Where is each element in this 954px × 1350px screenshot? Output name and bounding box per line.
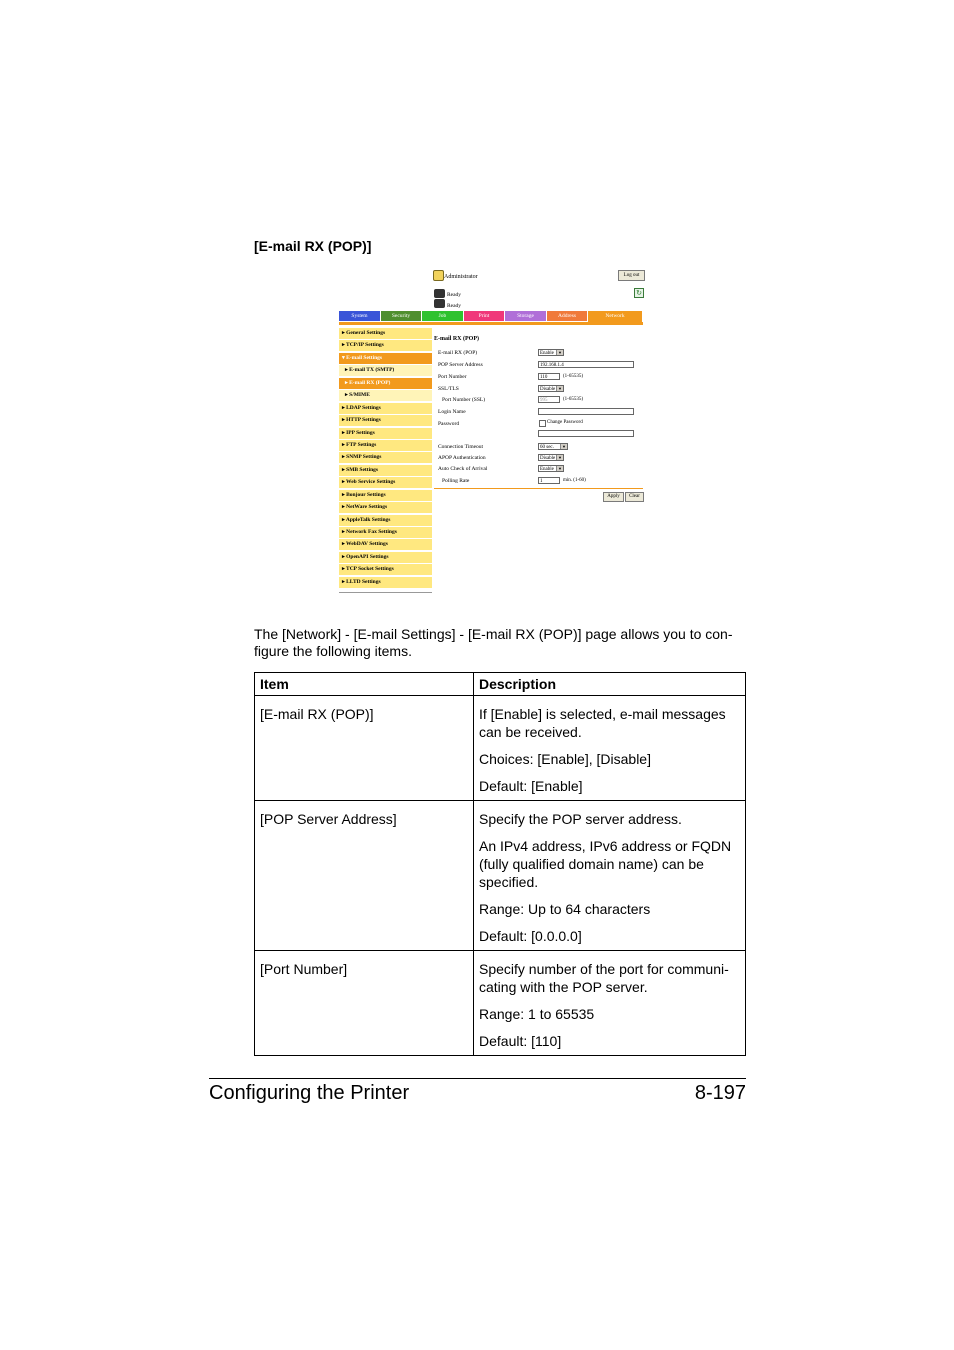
email-rx-select[interactable]: Enable ▼ [538,349,564,356]
column-header-item: Item [255,673,474,696]
description-cell [474,801,746,951]
sidebar-item-web-service-settings[interactable]: ▸ Web Service Settings [339,477,432,488]
description-cell [474,951,746,1056]
sidebar [339,328,432,589]
apop-authentication-label: APOP Authentication [438,455,486,461]
ssl-port-number-range: (1-65535) [563,397,583,402]
item-cell: [Port Number] [255,951,474,1056]
tab-system[interactable]: System [339,311,380,321]
sidebar-item-webdav-settings[interactable]: ▸ WebDAV Settings [339,539,432,550]
polling-rate-unit: min. (1-60) [563,478,586,483]
chevron-down-icon: ▼ [560,444,567,449]
sidebar-item-email-tx[interactable]: ▸ E-mail TX (SMTP) [339,365,432,376]
refresh-icon[interactable]: ↻ [634,288,644,298]
sidebar-item-general-settings[interactable]: ▸ General Settings [339,328,432,339]
printer-icon [434,289,445,298]
table-row [255,951,746,1056]
description-line: If [Enable] is selected, e-mail messages can be received. [479,706,726,740]
web-connection-screenshot [336,266,660,612]
description-line: Default: [110] [479,1033,562,1049]
form-title: E-mail RX (POP) [434,336,479,342]
login-name-input[interactable] [538,408,634,415]
sidebar-item-email-settings[interactable]: ▾ E-mail Settings [339,353,432,364]
polling-rate-label: Polling Rate [442,478,470,484]
tab-underline [339,322,643,325]
tab-network[interactable]: Network [588,311,642,322]
ssl-port-number-label: Port Number (SSL) [442,397,486,403]
description-line: Specify number of the port for communi-cating with the POP server. [479,961,729,995]
pop-server-address-label: POP Server Address [438,362,483,368]
ssl-port-number-input[interactable]: 995 [538,396,560,403]
sidebar-item-ftp-settings[interactable]: ▸ FTP Settings [339,440,432,451]
printer-status: Ready [447,292,462,298]
auto-check-select[interactable]: Enable ▼ [538,465,564,472]
page-number: 8-197 [694,1082,746,1104]
port-number-range: (1-65535) [563,374,583,379]
description-line: Range: 1 to 65535 [479,1006,595,1022]
login-name-label: Login Name [438,409,466,415]
tab-security[interactable]: Security [381,311,421,321]
form-rule [434,488,643,489]
sidebar-item-appletalk-settings[interactable]: ▸ AppleTalk Settings [339,515,432,526]
item-cell: [E-mail RX (POP)] [255,696,474,801]
chevron-down-icon: ▼ [556,466,563,471]
sidebar-item-bonjour-settings[interactable]: ▸ Bonjour Settings [339,490,432,501]
description-line: Default: [Enable] [479,778,583,794]
tab-bar [339,311,643,322]
sidebar-item-smime[interactable]: ▸ S/MIME [339,390,432,401]
chevron-down-icon: ▼ [556,350,563,355]
items-table [254,672,746,1056]
sidebar-item-netware-settings[interactable]: ▸ NetWare Settings [339,502,432,513]
table-row [255,696,746,801]
sidebar-item-tcpip-settings[interactable]: ▸ TCP/IP Settings [339,340,432,351]
description-cell [474,696,746,801]
tab-print[interactable]: Print [464,311,504,321]
tab-storage[interactable]: Storage [505,311,546,321]
item-cell: [POP Server Address] [255,801,474,951]
ssl-tls-select[interactable]: Disable ▼ [538,385,564,392]
sidebar-end-rule [339,592,432,593]
description-line: Choices: [Enable], [Disable] [479,751,651,767]
sidebar-item-openapi-settings[interactable]: ▸ OpenAPI Settings [339,552,432,563]
ssl-tls-label: SSL/TLS [438,386,459,392]
change-password-checkbox[interactable] [539,420,546,427]
password-input[interactable] [538,430,634,437]
port-number-input[interactable]: 110 [538,373,560,380]
apply-button[interactable]: Apply [603,492,624,502]
port-number-label: Port Number [438,374,467,380]
connection-timeout-select[interactable]: 60 sec. ▼ [538,443,568,450]
table-header-row [255,673,746,696]
auto-check-label: Auto Check of Arrival [438,466,488,472]
chevron-down-icon: ▼ [556,386,563,391]
sidebar-item-network-fax-settings[interactable]: ▸ Network Fax Settings [339,527,432,538]
description-line: Specify the POP server address. [479,811,682,827]
logout-button[interactable]: Log out [618,270,645,281]
pop-server-address-input[interactable]: 192.168.1.4 [538,361,634,368]
scanner-status: Ready [447,303,462,309]
change-password-label: Change Password [547,420,583,425]
scanner-icon [434,299,445,308]
polling-rate-input[interactable]: 1 [538,477,560,484]
clear-button[interactable]: Clear [625,492,644,502]
tab-job[interactable]: Job [422,311,463,321]
sidebar-item-tcp-socket-settings[interactable]: ▸ TCP Socket Settings [339,564,432,575]
chevron-down-icon: ▼ [556,455,563,460]
description-line: Range: Up to 64 characters [479,901,651,917]
password-label: Password [438,421,460,427]
sidebar-item-smb-settings[interactable]: ▸ SMB Settings [339,465,432,476]
tab-address[interactable]: Address [547,311,587,321]
sidebar-item-snmp-settings[interactable]: ▸ SNMP Settings [339,452,432,463]
footer-title: Configuring the Printer [209,1082,410,1104]
section-heading: [E-mail RX (POP)] [254,238,372,254]
sidebar-item-ipp-settings[interactable]: ▸ IPP Settings [339,428,432,439]
apop-authentication-select[interactable]: Disable ▼ [538,454,564,461]
column-header-description: Description [474,673,746,696]
administrator-icon [433,270,444,281]
email-rx-label: E-mail RX (POP) [438,350,478,356]
sidebar-item-http-settings[interactable]: ▸ HTTP Settings [339,415,432,426]
table-row [255,801,746,951]
description-line: An IPv4 address, IPv6 address or FQDN (fully qualified domain name) can be specified. [479,838,732,890]
connection-timeout-label: Connection Timeout [438,444,484,450]
administrator-label: Administrator [444,274,478,280]
footer-rule [209,1078,746,1079]
sidebar-item-ldap-settings[interactable]: ▸ LDAP Settings [339,403,432,414]
sidebar-item-email-rx[interactable]: ▸ E-mail RX (POP) [339,378,432,389]
description-line: Default: [0.0.0.0] [479,928,582,944]
sidebar-item-lltd-settings[interactable]: ▸ LLTD Settings [339,577,432,588]
intro-paragraph: The [Network] - [E-mail Settings] - [E-mail RX (POP)] page allows you to con-figure the following items. [254,626,733,659]
